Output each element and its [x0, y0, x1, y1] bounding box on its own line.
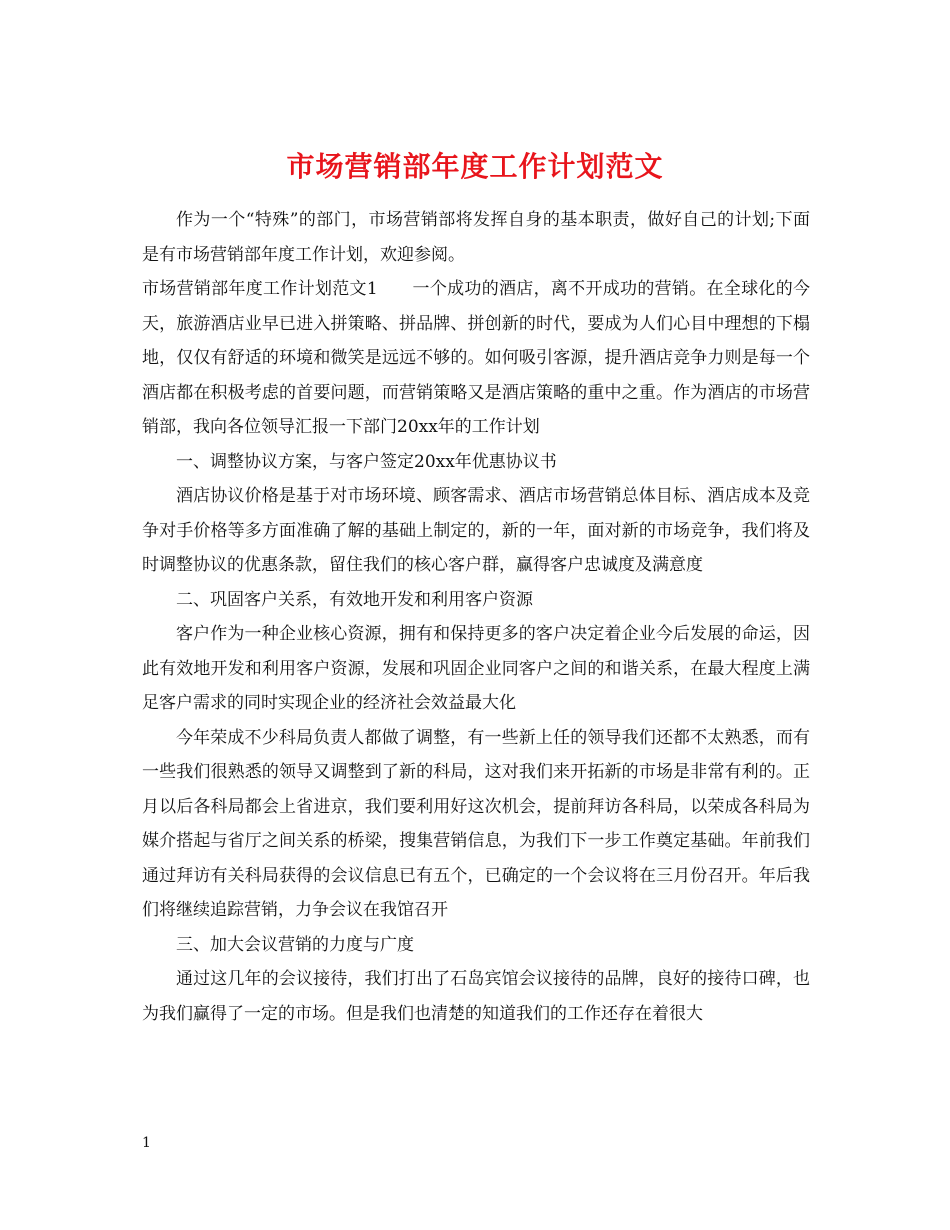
body-paragraph: 市场营销部年度工作计划范文1 一个成功的酒店，离不开成功的营销。在全球化的今天，旅游酒店业早已进入拼策略、拼品牌、拼创新的时代，要成为人们心目中理想的下榻地，仅仅有舒适的环境和微笑是远远不够的。如何吸引客源，提升酒店竞争力则是每一个酒店都在积极考虑的首要问题，而营销策略又是酒店策略的重中之重。作为酒店的市场营销部，我向各位领导汇报一下部门20xx年的工作计划 — [142, 279, 810, 437]
page-number: 1 — [142, 1135, 151, 1151]
body-paragraph: 二、巩固客户关系，有效地开发和利用客户资源 — [176, 589, 533, 610]
body-paragraph: 酒店协议价格是基于对市场环境、顾客需求、酒店市场营销总体目标、酒店成本及竞争对手价格等多方面准确了解的基础上制定的，新的一年，面对新的市场竞争，我们将及时调整协议的优惠条款，留住我们的核心客户群，赢得客户忠诚度及满意度 — [142, 486, 810, 575]
document-body — [142, 203, 810, 1031]
body-paragraph: 三、加大会议营销的力度与广度 — [176, 934, 414, 955]
body-paragraph: 通过这几年的会议接待，我们打出了石岛宾馆会议接待的品牌，良好的接待口碑，也为我们赢得了一定的市场。但是我们也清楚的知道我们的工作还存在着很大 — [142, 969, 810, 1024]
document-title: 市场营销部年度工作计划范文 — [286, 149, 664, 183]
body-paragraph: 今年荣成不少科局负责人都做了调整，有一些新上任的领导我们还都不太熟悉，而有一些我们很熟悉的领导又调整到了新的科局，这对我们来开拓新的市场是非常有利的。正月以后各科局都会上省进京，我们要利用好这次机会，提前拜访各科局，以荣成各科局为媒介搭起与省厅之间关系的桥梁，搜集营销信息，为我们下一步工作奠定基础。年前我们通过拜访有关科局获得的会议信息已有五个，已确定的一个会议将在三月份召开。年后我们将继续追踪营销，力争会议在我馆召开 — [142, 727, 810, 920]
body-paragraph: 一、调整协议方案，与客户签定20xx年优惠协议书 — [176, 451, 557, 472]
body-paragraph: 客户作为一种企业核心资源，拥有和保持更多的客户决定着企业今后发展的命运，因此有效地开发和利用客户资源，发展和巩固企业同客户之间的和谐关系，在最大程度上满足客户需求的同时实现企业的经济社会效益最大化 — [142, 624, 810, 713]
body-paragraph: 作为一个“特殊”的部门，市场营销部将发挥自身的基本职责，做好自己的计划;下面是有市场营销部年度工作计划，欢迎参阅。 — [142, 210, 810, 265]
